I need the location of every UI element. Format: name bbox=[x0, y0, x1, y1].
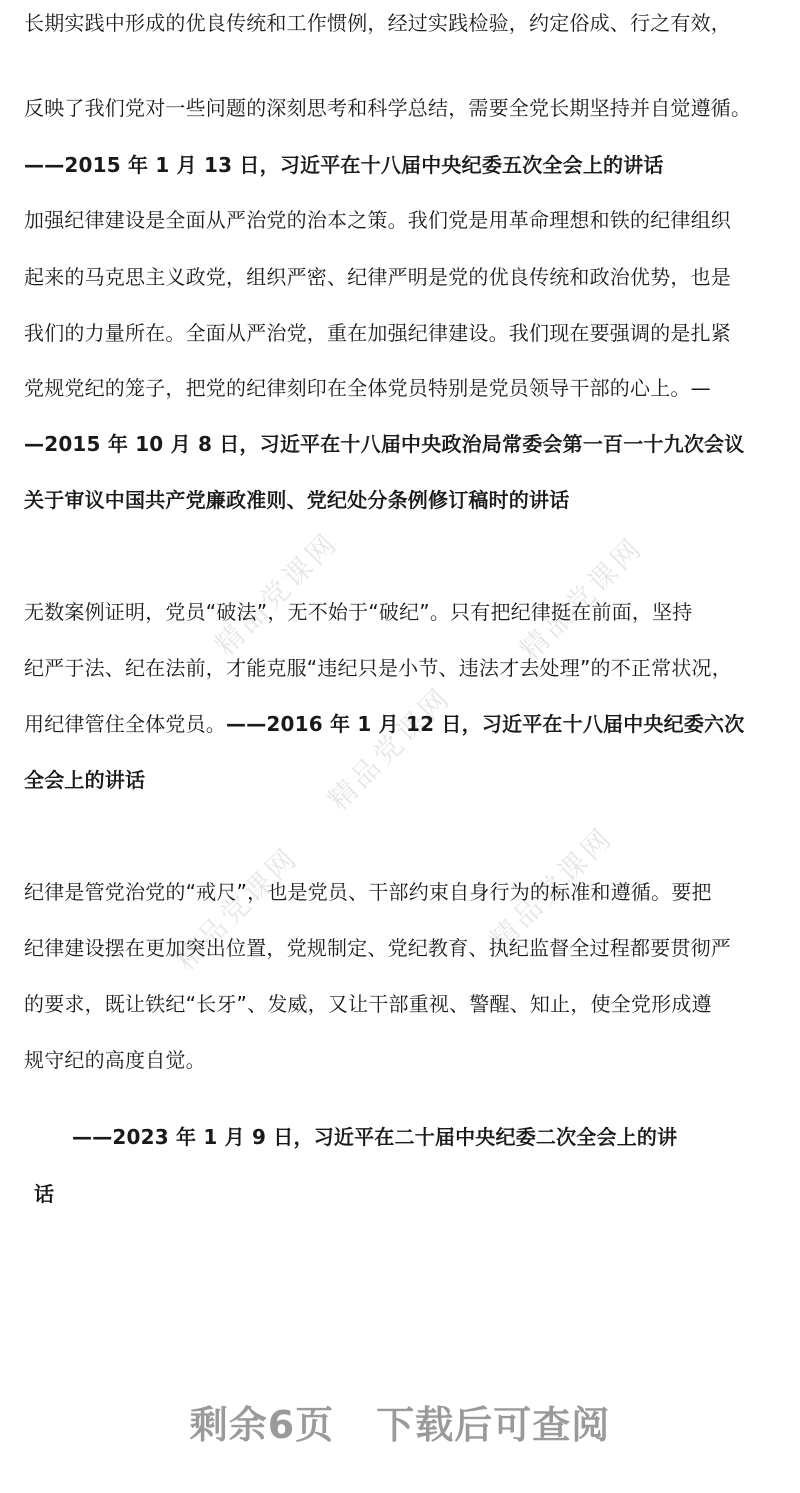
quote-attribution: —2015 年 10 月 8 日，习近平在十八届中央政治局常委会第一百一十九次会议 bbox=[24, 432, 745, 456]
paragraph-line: 我们的力量所在。全面从严治党，重在加强纪律建设。我们现在要强调的是扎紧 bbox=[24, 321, 731, 345]
paragraph-line: 加强纪律建设是全面从严治党的治本之策。我们党是用革命理想和铁的纪律组织 bbox=[24, 208, 731, 232]
paragraph-line: 起来的马克思主义政党，组织严密、纪律严明是党的优良传统和政治优势，也是 bbox=[24, 265, 731, 289]
quote-attribution: ——2023 年 1 月 9 日，习近平在二十届中央纪委二次全会上的讲 bbox=[72, 1125, 678, 1149]
remaining-pages-text: 剩余6页 bbox=[189, 1403, 335, 1447]
paragraph-line: 无数案例证明，党员“破法”，无不始于“破纪”。只有把纪律挺在前面，坚持 bbox=[24, 600, 693, 624]
paragraph-line: 纪严于法、纪在法前，才能克服“违纪只是小节、违法才去处理”的不正常状况， bbox=[24, 656, 732, 680]
quote-attribution: ——2015 年 1 月 13 日，习近平在十八届中央纪委五次全会上的讲话 bbox=[24, 153, 664, 177]
watermark-text: 精品党课网 bbox=[321, 680, 459, 817]
download-prompt[interactable] bbox=[0, 1394, 800, 1449]
watermark-text: 精品党课网 bbox=[483, 820, 621, 957]
paragraph-line: 规守纪的高度自觉。 bbox=[24, 1048, 206, 1072]
download-to-view-text[interactable]: 下载后可查阅 bbox=[376, 1403, 611, 1447]
paragraph-line: 纪律是管党治党的“戒尺”，也是党员、干部约束自身行为的标准和遵循。要把 bbox=[24, 880, 712, 904]
paragraph-line: 反映了我们党对一些问题的深刻思考和科学总结，需要全党长期坚持并自觉遵循。 bbox=[24, 96, 752, 120]
quote-attribution: 全会上的讲话 bbox=[24, 768, 146, 792]
watermark-text: 精品党课网 bbox=[168, 840, 306, 977]
paragraph-text: 用纪律管住全体党员。 bbox=[24, 712, 226, 736]
paragraph-line: 长期实践中形成的优良传统和工作惯例，经过实践检验，约定俗成、行之有效， bbox=[24, 11, 731, 35]
paragraph-line: 的要求，既让铁纪“长牙”、发威，又让干部重视、警醒、知止，使全党形成遵 bbox=[24, 992, 712, 1016]
watermark-text: 精品党课网 bbox=[513, 530, 651, 667]
quote-attribution: ——2016 年 1 月 12 日，习近平在十八届中央纪委六次 bbox=[226, 712, 745, 736]
quote-attribution: 关于审议中国共产党廉政准则、党纪处分条例修订稿时的讲话 bbox=[24, 488, 570, 512]
paragraph-line-mixed bbox=[24, 709, 744, 739]
watermark-text: 精品党课网 bbox=[208, 525, 346, 662]
paragraph-line: 纪律建设摆在更加突出位置，党规制定、党纪教育、执纪监督全过程都要贯彻严 bbox=[24, 936, 731, 960]
paragraph-line: 党规党纪的笼子，把党的纪律刻印在全体党员特别是党员领导干部的心上。— bbox=[24, 376, 711, 400]
quote-attribution: 话 bbox=[34, 1182, 55, 1206]
